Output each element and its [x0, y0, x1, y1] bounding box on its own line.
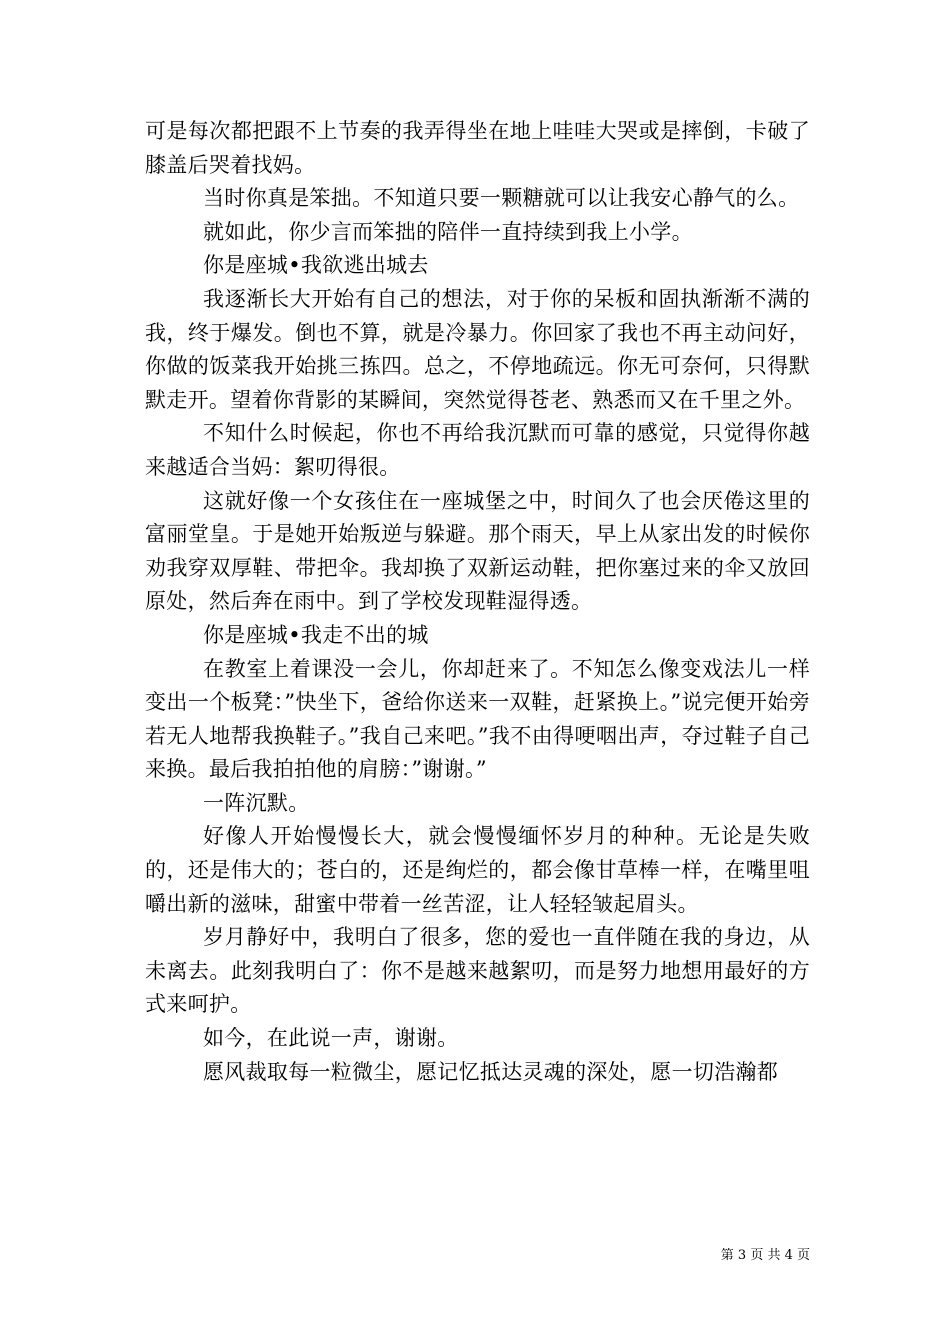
- paragraph-4: 我逐渐长大开始有自己的想法，对于你的呆板和固执渐渐不满的我，终于爆发。倒也不算，就是冷暴力。你回家了我也不再主动问好，你做的饭菜我开始挑三拣四。总之，不停地疏远。你无可奈何，只得默默走开。望着你背影的某瞬间，突然觉得苍老、熟悉而又在千里之外。: [145, 286, 810, 412]
- paragraph-12: 愿风裁取每一粒微尘，愿记忆抵达灵魂的深处，愿一切浩瀚都: [203, 1059, 779, 1084]
- page-number-footer: 第 3 页 共 4 页: [720, 1248, 810, 1263]
- paragraph-3: 就如此，你少言而笨拙的陪伴一直持续到我上小学。: [203, 219, 693, 244]
- paragraph-2: 当时你真是笨拙。不知道只要一颗糖就可以让我安心静气的么。: [203, 186, 800, 211]
- paragraph-6: 这就好像一个女孩住在一座城堡之中，时间久了也会厌倦这里的富丽堂皇。于是她开始叛逆与躲避。那个雨天，早上从家出发的时候你劝我穿双厚鞋、带把伞。我却换了双新运动鞋，把你塞过来的伞又放回原处，然后奔在雨中。到了学校发现鞋湿得透。: [145, 488, 810, 614]
- paragraph-11: 如今，在此说一声，谢谢。: [203, 1026, 459, 1051]
- paragraph-7: 在教室上着课没一会儿，你却赶来了。不知怎么像变戏法儿一样变出一个板凳：”快坐下，爸给你送来一双鞋，赶紧换上。”说完便开始旁若无人地帮我换鞋子。”我自己来吧。”我不由得哽咽出声，夺过鞋子自己来换。最后我拍拍他的肩膀：”谢谢。”: [145, 656, 810, 782]
- section-heading-1: 你是座城•我欲逃出城去: [203, 253, 429, 278]
- paragraph-10: 岁月静好中，我明白了很多，您的爱也一直伴随在我的身边，从未离去。此刻我明白了：你不是越来越絮叨，而是努力地想用最好的方式来呵护。: [145, 925, 810, 1017]
- paragraph-5: 不知什么时候起，你也不再给我沉默而可靠的感觉，只觉得你越来越适合当妈：絮叨得很。: [145, 421, 810, 479]
- paragraph-9: 好像人开始慢慢长大，就会慢慢缅怀岁月的种种。无论是失败的，还是伟大的；苍白的，还是绚烂的，都会像甘草棒一样，在嘴里咀嚼出新的滋味，甜蜜中带着一丝苦涩，让人轻轻皱起眉头。: [145, 824, 810, 916]
- section-heading-2: 你是座城•我走不出的城: [203, 622, 429, 647]
- body-text: [145, 115, 810, 1089]
- paragraph-8: 一阵沉默。: [203, 790, 310, 815]
- paragraph-1: 可是每次都把跟不上节奏的我弄得坐在地上哇哇大哭或是摔倒，卡破了膝盖后哭着找妈。: [145, 119, 810, 177]
